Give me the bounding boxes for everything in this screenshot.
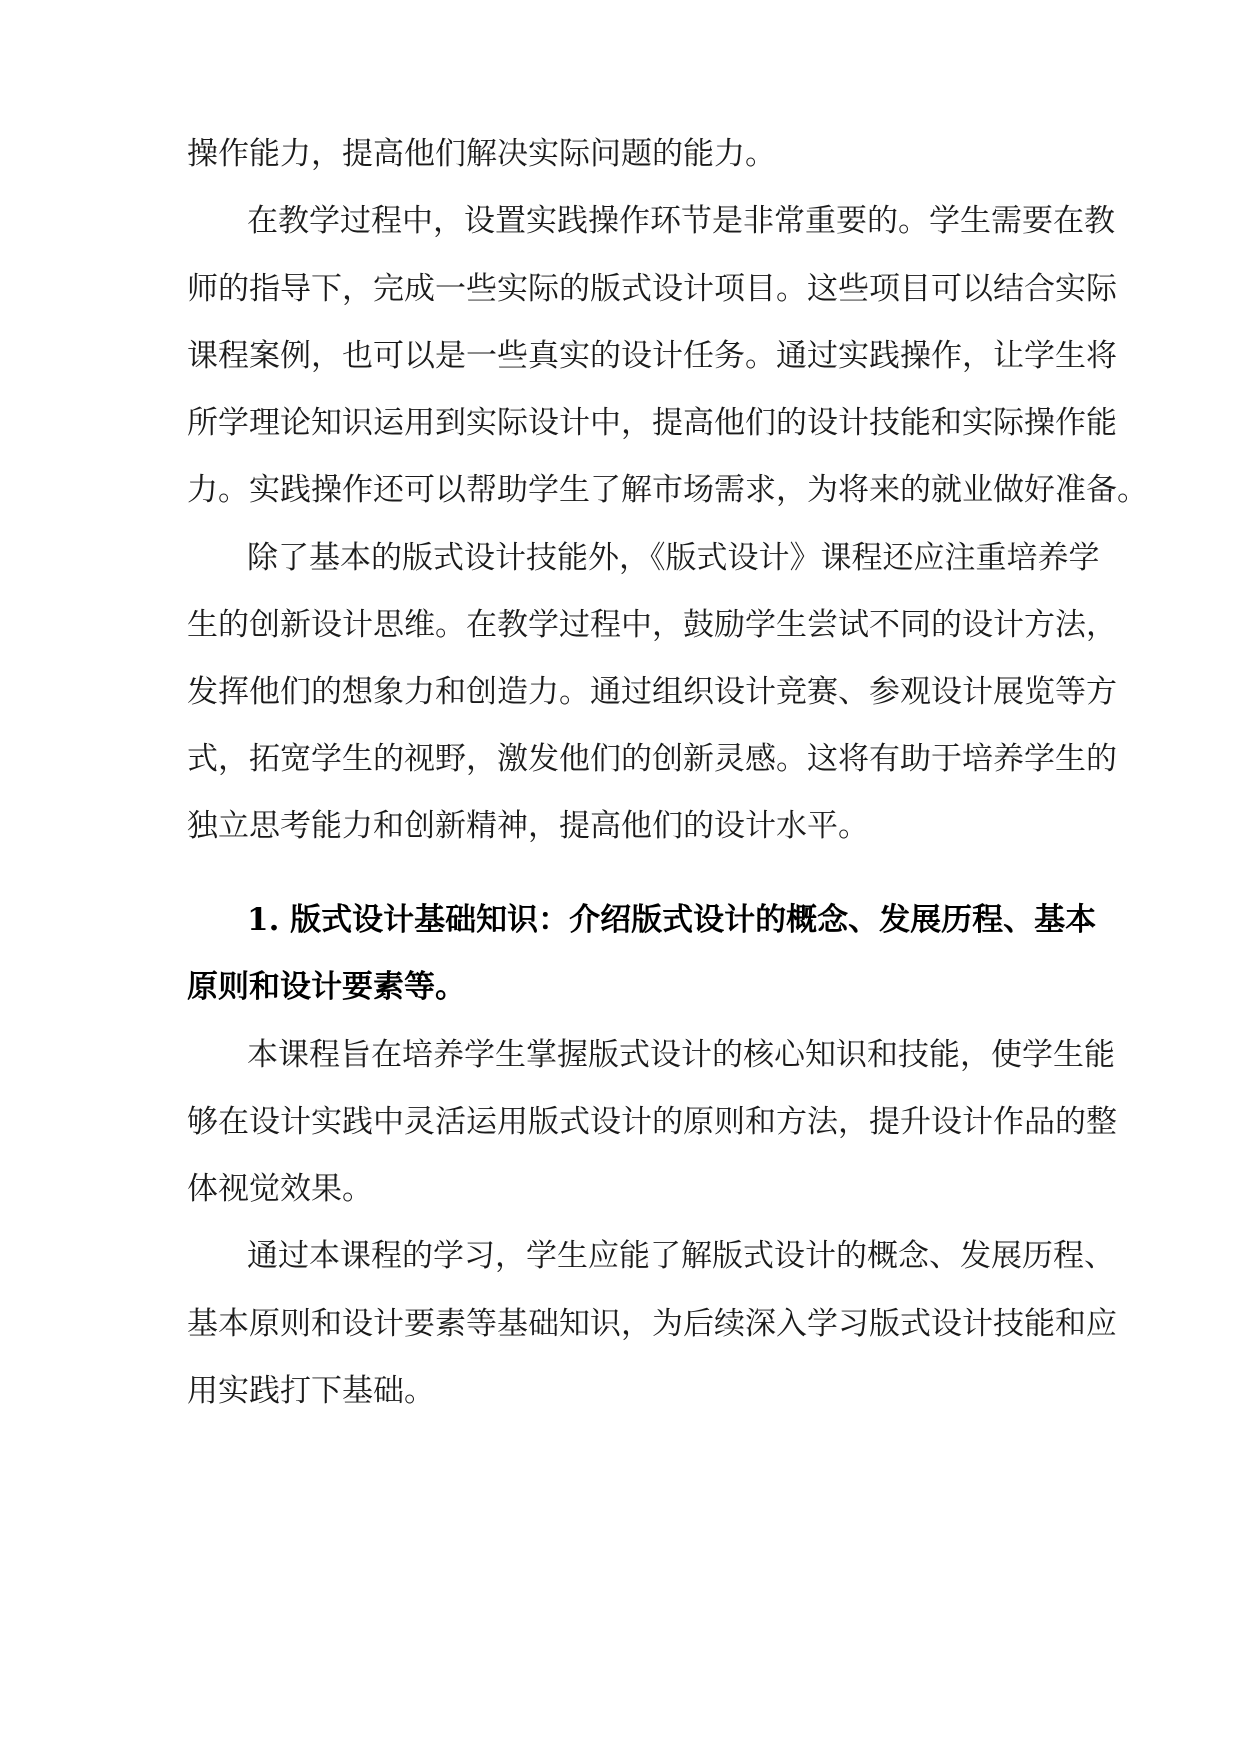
paragraph-line: 通过本课程的学习，学生应能了解版式设计的概念、发展历程、: [247, 1238, 1115, 1274]
paragraph-line: 在教学过程中，设置实践操作环节是非常重要的。学生需要在教: [247, 203, 1115, 239]
section-heading: 1. 版式设计基础知识：介绍版式设计的概念、发展历程、基本: [247, 902, 1097, 938]
paragraph-line: 式，拓宽学生的视野，激发他们的创新灵感。这将有助于培养学生的: [187, 741, 1117, 777]
paragraph-line: 够在设计实践中灵活运用版式设计的原则和方法，提升设计作品的整: [187, 1104, 1117, 1140]
paragraph-line: 本课程旨在培养学生掌握版式设计的核心知识和技能，使学生能: [247, 1037, 1115, 1073]
paragraph-line: 力。实践操作还可以帮助学生了解市场需求，为将来的就业做好准备。: [187, 472, 1148, 508]
paragraph-line: 所学理论知识运用到实际设计中，提高他们的设计技能和实际操作能: [187, 405, 1117, 441]
section-heading: 原则和设计要素等。: [187, 969, 466, 1005]
paragraph-line: 师的指导下，完成一些实际的版式设计项目。这些项目可以结合实际: [187, 271, 1117, 307]
paragraph-line: 操作能力，提高他们解决实际问题的能力。: [187, 136, 776, 172]
paragraph-line: 生的创新设计思维。在教学过程中，鼓励学生尝试不同的设计方法，: [187, 607, 1117, 643]
paragraph-line: 独立思考能力和创新精神，提高他们的设计水平。: [187, 808, 869, 844]
paragraph-line: 发挥他们的想象力和创造力。通过组织设计竞赛、参观设计展览等方: [187, 674, 1117, 710]
paragraph-line: 除了基本的版式设计技能外，《版式设计》课程还应注重培养学: [247, 540, 1100, 576]
paragraph-line: 基本原则和设计要素等基础知识，为后续深入学习版式设计技能和应: [187, 1306, 1117, 1342]
paragraph-line: 用实践打下基础。: [187, 1373, 435, 1409]
paragraph-line: 课程案例，也可以是一些真实的设计任务。通过实践操作，让学生将: [187, 338, 1117, 374]
paragraph-line: 体视觉效果。: [187, 1171, 373, 1207]
